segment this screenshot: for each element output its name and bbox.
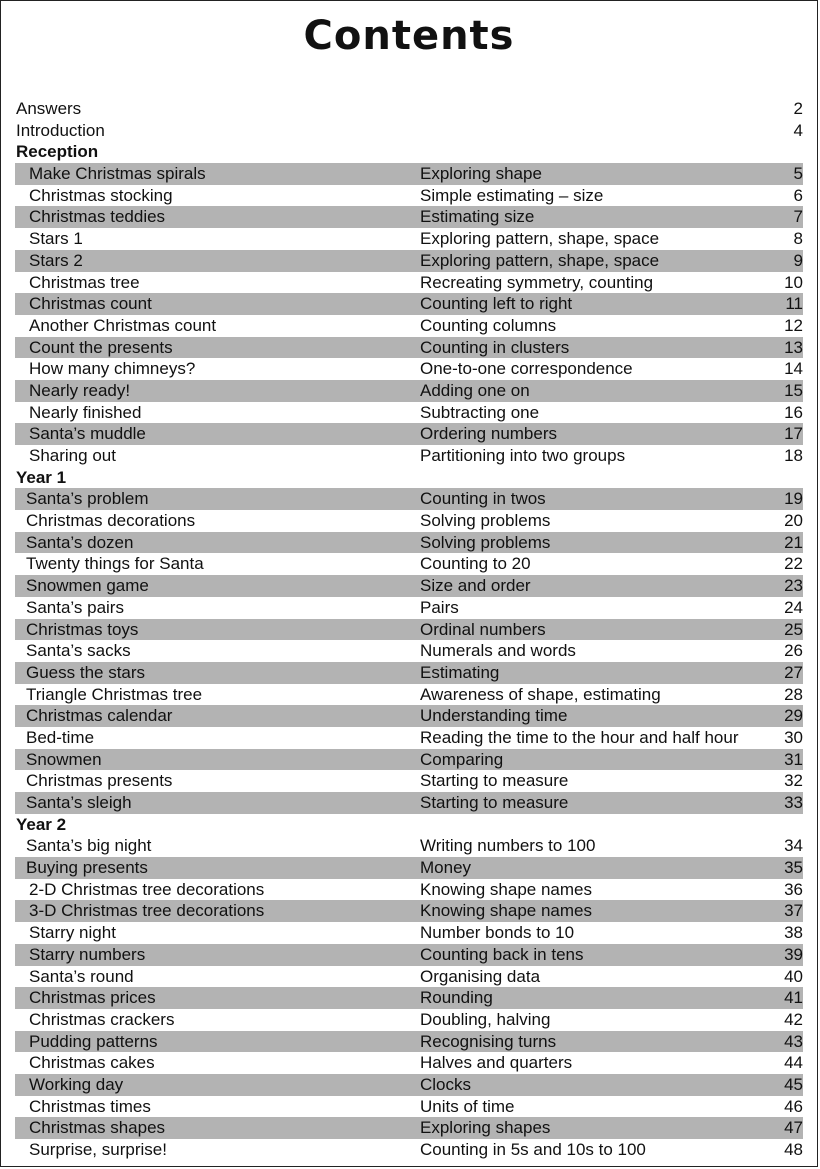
- entry-title: Christmas teddies: [29, 207, 166, 227]
- page-number: 31: [784, 749, 803, 769]
- contents-row: [15, 272, 803, 294]
- entry-title: Answers: [16, 99, 82, 118]
- page-number: 37: [784, 901, 803, 921]
- contents-row: [15, 727, 803, 749]
- entry-title: Christmas stocking: [29, 185, 173, 205]
- section-heading-row: [15, 141, 803, 163]
- entry-description: Counting in twos: [420, 489, 546, 509]
- entry-title: Snowmen game: [26, 576, 149, 596]
- page-number: 41: [784, 988, 803, 1008]
- entry-title: Starry night: [29, 923, 116, 943]
- page-number: 21: [784, 532, 803, 552]
- contents-row: [15, 1117, 803, 1139]
- contents-row: [15, 228, 803, 250]
- entry-title: Santa’s round: [29, 966, 134, 986]
- entry-description: Recreating symmetry, counting: [420, 272, 654, 292]
- contents-row: [15, 185, 803, 207]
- entry-description: Knowing shape names: [420, 879, 593, 899]
- contents-row: [15, 1096, 803, 1118]
- entry-description: Exploring shape: [420, 164, 542, 184]
- entry-title: Nearly finished: [29, 402, 142, 422]
- entry-description: Counting in 5s and 10s to 100: [420, 1140, 646, 1159]
- page-number: 47: [784, 1118, 803, 1138]
- contents-row: [15, 423, 803, 445]
- contents-row: [15, 835, 803, 857]
- entry-description: Counting to 20: [420, 554, 531, 574]
- page-number: 24: [784, 597, 803, 617]
- entry-title: Christmas calendar: [26, 706, 173, 726]
- section-heading-row: [15, 814, 803, 836]
- contents-row: [15, 749, 803, 771]
- entry-title: Santa’s dozen: [26, 532, 134, 552]
- entry-title: Guess the stars: [26, 662, 146, 682]
- page-number: 27: [784, 662, 803, 682]
- entry-title: Christmas tree: [29, 272, 140, 292]
- entry-title: Sharing out: [29, 446, 116, 465]
- contents-row: [15, 120, 803, 142]
- entry-title: Make Christmas spirals: [29, 164, 206, 184]
- contents-row: [15, 445, 803, 467]
- entry-title: Another Christmas count: [29, 315, 217, 335]
- entry-title: Starry numbers: [29, 944, 146, 964]
- contents-row: [15, 575, 803, 597]
- entry-description: Pairs: [420, 597, 459, 617]
- page-number: 39: [784, 944, 803, 964]
- entry-description: Clocks: [420, 1074, 472, 1094]
- entry-description: Adding one on: [420, 380, 530, 400]
- entry-description: Starting to measure: [420, 793, 569, 812]
- entry-description: Ordinal numbers: [420, 619, 546, 639]
- entry-title: Twenty things for Santa: [26, 554, 204, 574]
- contents-row: [15, 640, 803, 662]
- page-number: 13: [784, 337, 803, 357]
- section-heading: Year 2: [16, 814, 67, 834]
- section-heading: Year 1: [16, 467, 67, 487]
- page-number: 10: [784, 272, 803, 292]
- entry-title: Pudding patterns: [29, 1031, 158, 1051]
- page-number: 9: [793, 250, 803, 270]
- entry-description: Subtracting one: [420, 402, 540, 422]
- entry-title: Santa’s big night: [26, 836, 152, 856]
- page-number: 29: [784, 706, 803, 726]
- entry-title: Buying presents: [26, 858, 148, 878]
- contents-row: [15, 705, 803, 727]
- page-number: 36: [784, 879, 803, 899]
- contents-row: [15, 488, 803, 510]
- entry-description: Simple estimating – size: [420, 185, 604, 205]
- entry-title: Santa’s muddle: [29, 424, 146, 444]
- entry-title: Santa’s sleigh: [26, 793, 132, 812]
- entry-description: Solving problems: [420, 532, 551, 552]
- page-number: 12: [784, 315, 803, 335]
- page-number: 7: [793, 207, 803, 227]
- contents-row: [15, 510, 803, 532]
- contents-row: [15, 900, 803, 922]
- contents-row: [15, 857, 803, 879]
- entry-description: Exploring shapes: [420, 1118, 551, 1138]
- page-number: 30: [784, 727, 803, 747]
- entry-description: One-to-one correspondence: [420, 359, 633, 379]
- entry-title: Stars 2: [29, 250, 83, 270]
- entry-title: Christmas prices: [29, 988, 156, 1008]
- page-number: 32: [784, 771, 803, 791]
- entry-title: Bed-time: [26, 727, 95, 747]
- entry-description: Doubling, halving: [420, 1009, 551, 1029]
- contents-row: [15, 402, 803, 424]
- contents-row: [15, 293, 803, 315]
- entry-title: Santa’s pairs: [26, 597, 124, 617]
- contents-row: [15, 553, 803, 575]
- entry-title: Count the presents: [29, 337, 173, 357]
- contents-row: [15, 1052, 803, 1074]
- page-number: 23: [784, 576, 803, 596]
- page-number: 48: [784, 1140, 803, 1159]
- contents-row: [15, 597, 803, 619]
- entry-description: Counting in clusters: [420, 337, 570, 357]
- contents-row: [15, 358, 803, 380]
- entry-description: Halves and quarters: [420, 1053, 573, 1073]
- entry-description: Starting to measure: [420, 771, 569, 791]
- page-number: 15: [784, 380, 803, 400]
- page-number: 22: [784, 554, 803, 574]
- entry-description: Understanding time: [420, 706, 568, 726]
- page-number: 6: [793, 185, 803, 205]
- contents-row: [15, 792, 803, 814]
- entry-description: Money: [420, 858, 472, 878]
- page-number: 18: [784, 446, 803, 465]
- page-number: 38: [784, 923, 803, 943]
- entry-title: 2-D Christmas tree decorations: [29, 879, 265, 899]
- entry-title: Stars 1: [29, 229, 83, 249]
- page-number: 11: [785, 294, 803, 314]
- page-number: 14: [784, 359, 803, 379]
- page-number: 40: [784, 966, 803, 986]
- entry-title: Santa’s problem: [26, 489, 149, 509]
- entry-title: Christmas presents: [26, 771, 173, 791]
- contents-row: [15, 966, 803, 988]
- section-heading: Reception: [16, 142, 99, 162]
- entry-description: Numerals and words: [420, 641, 576, 661]
- entry-title: Christmas toys: [26, 619, 139, 639]
- page-number: 25: [784, 619, 803, 639]
- entry-title: Santa’s sacks: [26, 641, 131, 661]
- contents-row: [15, 315, 803, 337]
- contents-row: [15, 922, 803, 944]
- contents-row: [15, 380, 803, 402]
- entry-description: Counting left to right: [420, 294, 573, 314]
- page-number: 42: [784, 1009, 803, 1029]
- page-number: 34: [784, 836, 803, 856]
- entry-description: Exploring pattern, shape, space: [420, 250, 660, 270]
- page-number: 5: [793, 164, 803, 184]
- contents-list: [15, 98, 803, 1161]
- contents-row: [15, 1009, 803, 1031]
- contents-row: [15, 250, 803, 272]
- contents-row: [15, 337, 803, 359]
- entry-title: 3-D Christmas tree decorations: [29, 901, 265, 921]
- entry-title: Snowmen: [26, 749, 102, 769]
- page-title: Contents: [303, 13, 515, 59]
- page-number: 8: [793, 229, 803, 249]
- contents-row: [15, 944, 803, 966]
- contents-row: [15, 1139, 803, 1161]
- contents-row: [15, 532, 803, 554]
- contents-row: [15, 662, 803, 684]
- page-number: 28: [784, 684, 803, 704]
- entry-description: Counting back in tens: [420, 944, 584, 964]
- entry-description: Knowing shape names: [420, 901, 593, 921]
- entry-title: Christmas decorations: [26, 511, 196, 531]
- entry-description: Comparing: [420, 749, 504, 769]
- entry-description: Estimating: [420, 662, 500, 682]
- entry-title: Introduction: [16, 120, 105, 140]
- entry-description: Counting columns: [420, 315, 557, 335]
- contents-row: [15, 1031, 803, 1053]
- page-number: 43: [784, 1031, 803, 1051]
- entry-description: Estimating size: [420, 207, 535, 227]
- page-number: 17: [784, 424, 803, 444]
- contents-row: [15, 206, 803, 228]
- entry-title: Christmas crackers: [29, 1009, 175, 1029]
- contents-row: [15, 163, 803, 185]
- entry-description: Partitioning into two groups: [420, 446, 626, 465]
- contents-row: [15, 684, 803, 706]
- page-number: 46: [784, 1096, 803, 1116]
- entry-description: Recognising turns: [420, 1031, 557, 1051]
- page-number: 2: [793, 99, 803, 118]
- entry-description: Reading the time to the hour and half hour: [420, 727, 739, 747]
- contents-row: [15, 770, 803, 792]
- page-number: 19: [784, 489, 803, 509]
- section-heading-row: [15, 467, 803, 489]
- contents-row: [15, 98, 803, 120]
- entry-title: How many chimneys?: [29, 359, 196, 379]
- entry-title: Working day: [29, 1074, 124, 1094]
- entry-description: Size and order: [420, 576, 531, 596]
- entry-title: Christmas times: [29, 1096, 151, 1116]
- entry-description: Writing numbers to 100: [420, 836, 596, 856]
- entry-description: Exploring pattern, shape, space: [420, 229, 660, 249]
- contents-row: [15, 879, 803, 901]
- entry-description: Organising data: [420, 966, 541, 986]
- page-number: 45: [784, 1074, 803, 1094]
- contents-row: [15, 987, 803, 1009]
- entry-description: Ordering numbers: [420, 424, 558, 444]
- page-number: 16: [784, 402, 803, 422]
- contents-row: [15, 619, 803, 641]
- entry-description: Number bonds to 10: [420, 923, 575, 943]
- contents-row: [15, 1074, 803, 1096]
- page-number: 4: [793, 120, 803, 140]
- entry-title: Nearly ready!: [29, 380, 131, 400]
- entry-description: Rounding: [420, 988, 493, 1008]
- page-number: 35: [784, 858, 803, 878]
- page-number: 33: [784, 793, 803, 812]
- entry-description: Units of time: [420, 1096, 515, 1116]
- page-number: 26: [784, 641, 803, 661]
- entry-title: Triangle Christmas tree: [26, 684, 203, 704]
- page-number: 44: [784, 1053, 803, 1073]
- entry-description: Solving problems: [420, 511, 551, 531]
- page-number: 20: [784, 511, 803, 531]
- entry-title: Christmas count: [29, 294, 152, 314]
- entry-title: Surprise, surprise!: [29, 1140, 167, 1159]
- entry-title: Christmas shapes: [29, 1118, 166, 1138]
- entry-description: Awareness of shape, estimating: [420, 684, 661, 704]
- entry-title: Christmas cakes: [29, 1053, 155, 1073]
